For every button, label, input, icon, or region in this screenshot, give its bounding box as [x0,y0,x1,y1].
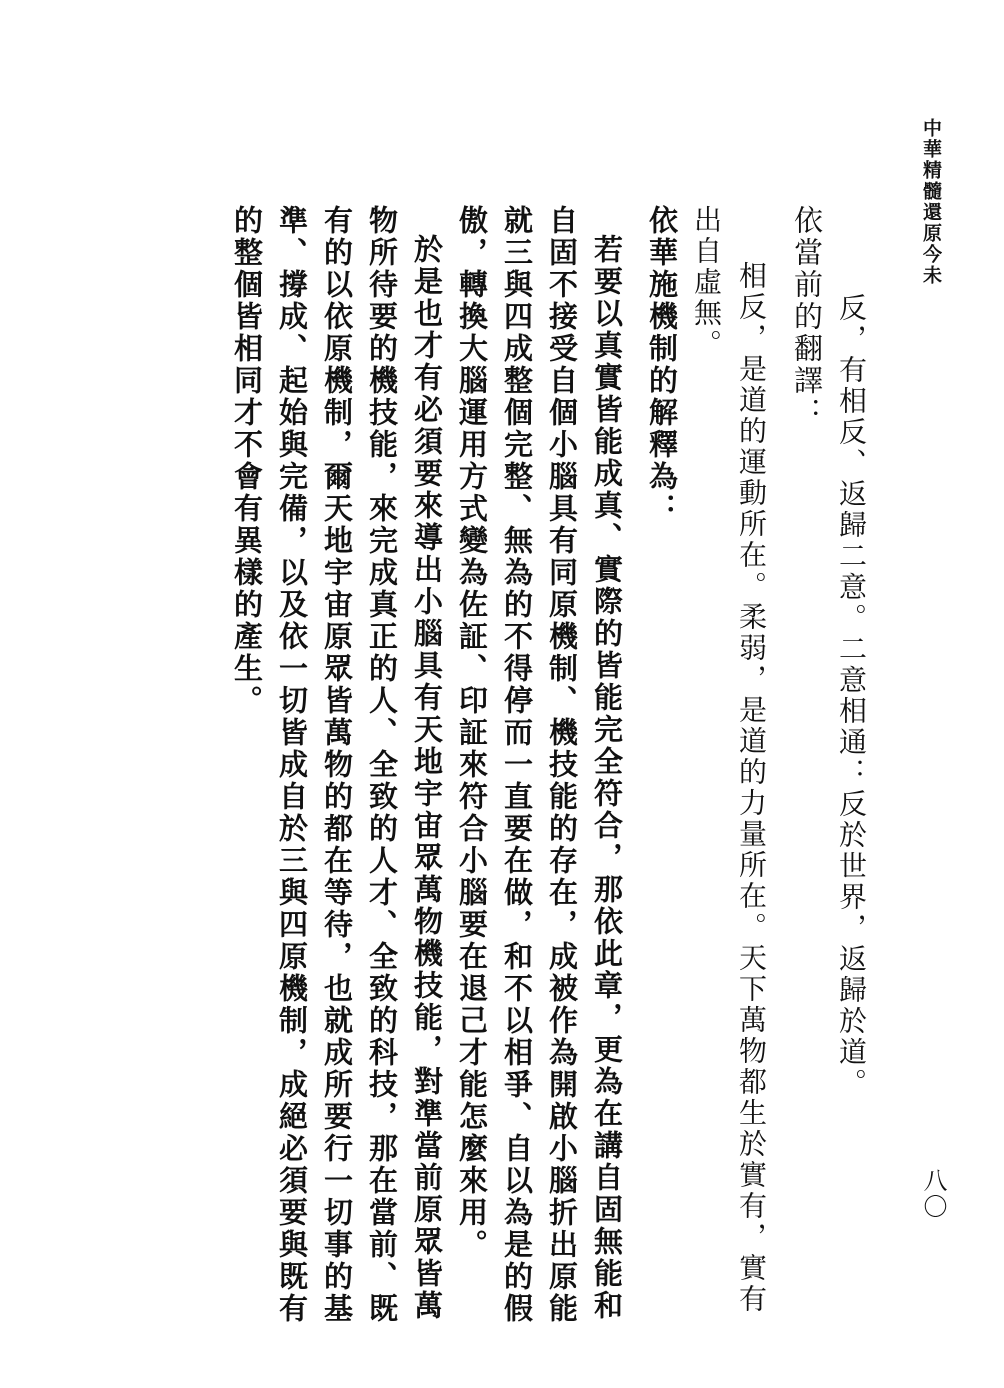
explanation-heading: 依華施機制的解釋為： [645,205,679,525]
paragraph-2: 於是也才有必須要來導出小腦具有天地宇宙眾萬物機技能，對準當前原眾皆萬物所待要的機技能，來完成真正的人、全致的人才、全致的科技，那在當前、既有的以依原機制，爾天地宇宙原眾皆萬物的都在等待，也就成所要行一切事的基準、撐成、起始與完備，以及依一切皆成自於三與四原機制，成絕必須要與既有的整個皆相同才不會有異樣的產生。 [230,205,444,1325]
book-title: 中華精髓還原今未 [920,118,942,286]
translation-heading: 依當前的翻譯： [790,205,824,429]
quote-line: 反，有相反、返歸二意。二意相通：反於世界，返歸於道。 [835,293,868,1099]
paragraph-1: 若要以真實皆能成真、實際的皆能完全符合，那依此章，更為在講自固無能和自固不接受自個小腦具有同原機制、機技能的存在，成被作為開啟小腦折出原能就三與四成整個完整、無為的不得停而一直要在做，和不以相爭、自以為是的假傲，轉換大腦運用方式變為佐証、印証來符合小腦要在退己才能怎麼來用。 [455,205,624,1325]
main-text [224,205,874,1325]
page-number: 八〇 [919,1168,947,1220]
translation-text: 相反，是道的運動所在。柔弱，是道的力量所在。天下萬物都生於實有，實有出自虛無。 [690,205,768,1315]
